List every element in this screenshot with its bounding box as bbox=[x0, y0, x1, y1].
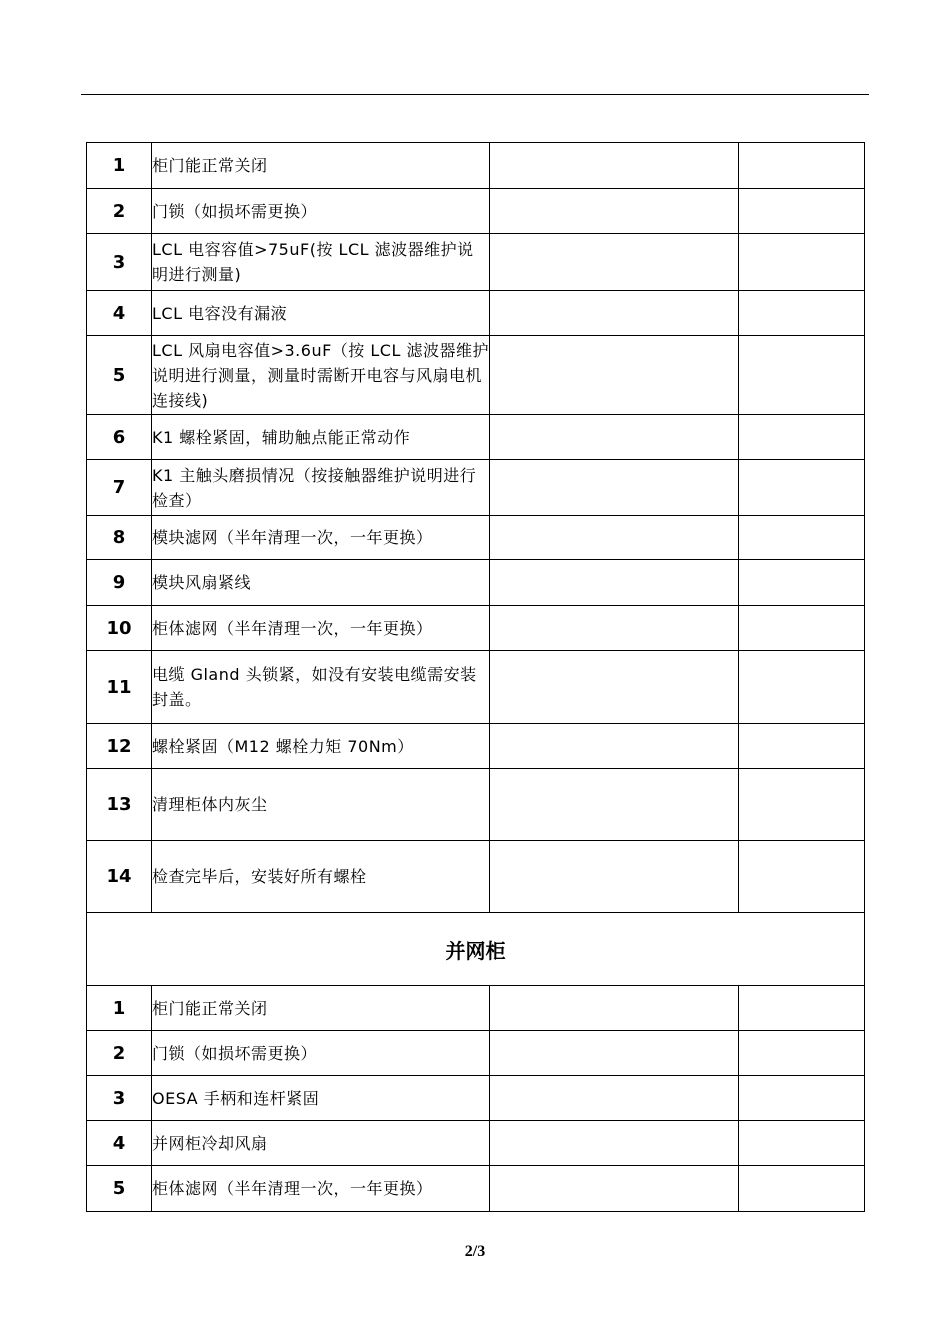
remark-cell[interactable] bbox=[739, 336, 865, 415]
table-row bbox=[87, 291, 865, 336]
remark-cell[interactable] bbox=[739, 724, 865, 769]
table-row bbox=[87, 769, 865, 841]
check-item: OESA 手柄和连杆紧固 bbox=[152, 1076, 490, 1121]
check-item: 柜门能正常关闭 bbox=[152, 143, 490, 189]
table-row bbox=[87, 1121, 865, 1166]
check-item: LCL 风扇电容值>3.6uF（按 LCL 滤波器维护说明进行测量，测量时需断开电容与风扇电机连接线) bbox=[152, 336, 490, 415]
row-number: 5 bbox=[87, 1166, 152, 1212]
remark-cell[interactable] bbox=[739, 143, 865, 189]
remark-cell[interactable] bbox=[739, 189, 865, 234]
remark-cell[interactable] bbox=[739, 769, 865, 841]
row-number: 1 bbox=[87, 986, 152, 1031]
header-rule bbox=[81, 94, 869, 95]
remark-cell[interactable] bbox=[739, 651, 865, 724]
remark-cell[interactable] bbox=[739, 1076, 865, 1121]
record-cell[interactable] bbox=[490, 841, 739, 913]
row-number: 13 bbox=[87, 769, 152, 841]
check-item: 柜体滤网（半年清理一次，一年更换） bbox=[152, 1166, 490, 1212]
check-item: 并网柜冷却风扇 bbox=[152, 1121, 490, 1166]
check-item: K1 主触头磨损情况（按接触器维护说明进行检查） bbox=[152, 460, 490, 516]
table-row bbox=[87, 415, 865, 460]
check-item: 柜门能正常关闭 bbox=[152, 986, 490, 1031]
remark-cell[interactable] bbox=[739, 1166, 865, 1212]
record-cell[interactable] bbox=[490, 986, 739, 1031]
row-number: 1 bbox=[87, 143, 152, 189]
record-cell[interactable] bbox=[490, 560, 739, 606]
record-cell[interactable] bbox=[490, 769, 739, 841]
section-title: 并网柜 bbox=[87, 913, 865, 986]
table-row bbox=[87, 189, 865, 234]
record-cell[interactable] bbox=[490, 234, 739, 291]
row-number: 14 bbox=[87, 841, 152, 913]
record-cell[interactable] bbox=[490, 336, 739, 415]
row-number: 11 bbox=[87, 651, 152, 724]
check-item: 检查完毕后，安装好所有螺栓 bbox=[152, 841, 490, 913]
row-number: 3 bbox=[87, 234, 152, 291]
row-number: 9 bbox=[87, 560, 152, 606]
row-number: 4 bbox=[87, 1121, 152, 1166]
check-item: 门锁（如损坏需更换） bbox=[152, 189, 490, 234]
row-number: 2 bbox=[87, 1031, 152, 1076]
record-cell[interactable] bbox=[490, 189, 739, 234]
row-number: 2 bbox=[87, 189, 152, 234]
record-cell[interactable] bbox=[490, 291, 739, 336]
check-item: 模块风扇紧线 bbox=[152, 560, 490, 606]
check-item: 电缆 Gland 头锁紧，如没有安装电缆需安装封盖。 bbox=[152, 651, 490, 724]
table-row bbox=[87, 336, 865, 415]
check-item: 柜体滤网（半年清理一次，一年更换） bbox=[152, 606, 490, 651]
table-row bbox=[87, 651, 865, 724]
record-cell[interactable] bbox=[490, 460, 739, 516]
record-cell[interactable] bbox=[490, 1166, 739, 1212]
table-row bbox=[87, 724, 865, 769]
check-item: 清理柜体内灰尘 bbox=[152, 769, 490, 841]
table-row bbox=[87, 143, 865, 189]
remark-cell[interactable] bbox=[739, 415, 865, 460]
table-row bbox=[87, 460, 865, 516]
record-cell[interactable] bbox=[490, 1121, 739, 1166]
maintenance-checklist-table bbox=[86, 142, 865, 1212]
row-number: 8 bbox=[87, 516, 152, 560]
remark-cell[interactable] bbox=[739, 1031, 865, 1076]
record-cell[interactable] bbox=[490, 1031, 739, 1076]
row-number: 3 bbox=[87, 1076, 152, 1121]
remark-cell[interactable] bbox=[739, 460, 865, 516]
check-item: 模块滤网（半年清理一次，一年更换） bbox=[152, 516, 490, 560]
record-cell[interactable] bbox=[490, 516, 739, 560]
check-item: LCL 电容没有漏液 bbox=[152, 291, 490, 336]
row-number: 7 bbox=[87, 460, 152, 516]
remark-cell[interactable] bbox=[739, 560, 865, 606]
remark-cell[interactable] bbox=[739, 1121, 865, 1166]
record-cell[interactable] bbox=[490, 415, 739, 460]
table-row bbox=[87, 841, 865, 913]
table-row bbox=[87, 516, 865, 560]
table-row bbox=[87, 1031, 865, 1076]
row-number: 4 bbox=[87, 291, 152, 336]
row-number: 5 bbox=[87, 336, 152, 415]
remark-cell[interactable] bbox=[739, 234, 865, 291]
table-row bbox=[87, 1166, 865, 1212]
remark-cell[interactable] bbox=[739, 841, 865, 913]
check-item: K1 螺栓紧固，辅助触点能正常动作 bbox=[152, 415, 490, 460]
table-row bbox=[87, 1076, 865, 1121]
remark-cell[interactable] bbox=[739, 291, 865, 336]
record-cell[interactable] bbox=[490, 606, 739, 651]
record-cell[interactable] bbox=[490, 724, 739, 769]
table-row bbox=[87, 986, 865, 1031]
remark-cell[interactable] bbox=[739, 516, 865, 560]
check-item: 门锁（如损坏需更换） bbox=[152, 1031, 490, 1076]
row-number: 6 bbox=[87, 415, 152, 460]
page-number: 2/3 bbox=[464, 1243, 486, 1260]
section-header-row bbox=[87, 913, 865, 986]
table-row bbox=[87, 606, 865, 651]
record-cell[interactable] bbox=[490, 651, 739, 724]
row-number: 12 bbox=[87, 724, 152, 769]
table-row bbox=[87, 560, 865, 606]
remark-cell[interactable] bbox=[739, 986, 865, 1031]
remark-cell[interactable] bbox=[739, 606, 865, 651]
check-item: LCL 电容容值>75uF(按 LCL 滤波器维护说明进行测量) bbox=[152, 234, 490, 291]
record-cell[interactable] bbox=[490, 143, 739, 189]
table-row bbox=[87, 234, 865, 291]
row-number: 10 bbox=[87, 606, 152, 651]
record-cell[interactable] bbox=[490, 1076, 739, 1121]
check-item: 螺栓紧固（M12 螺栓力矩 70Nm） bbox=[152, 724, 490, 769]
